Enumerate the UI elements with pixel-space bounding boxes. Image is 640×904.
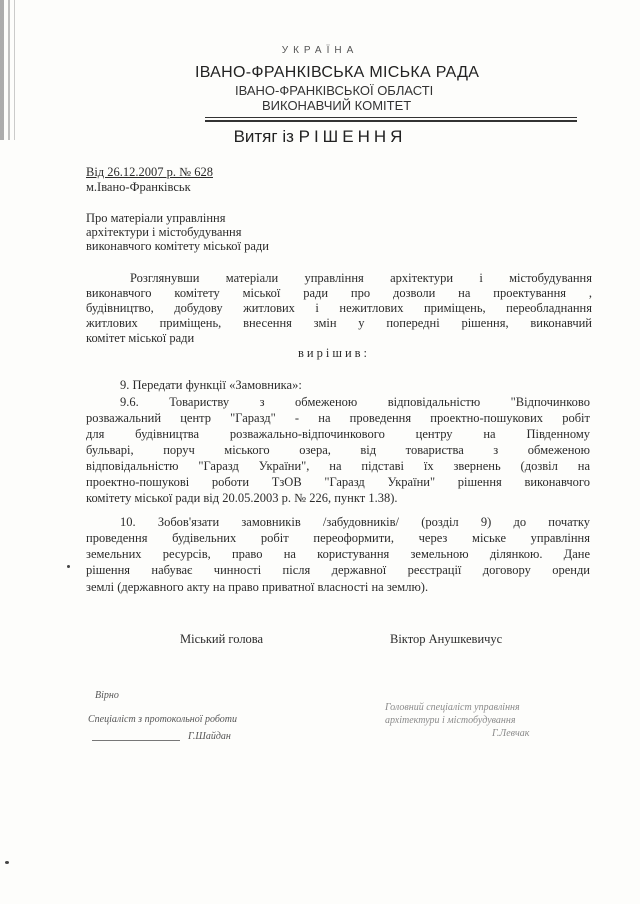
decision-city: м.Івано-Франківськ: [86, 180, 191, 194]
item10-line-4: рішення набуває чинності після державної реєстрації договору оренди: [86, 563, 590, 577]
header-country: УКРАЇНА: [281, 45, 359, 56]
subject-line-1: Про матеріали управління: [86, 211, 226, 225]
subject-line-3: виконавчого комітету міської ради: [86, 239, 269, 253]
item96-line-7: комітету міської ради від 20.05.2003 р. № 226, пункт 1.38).: [86, 491, 398, 505]
footer-specialist: Спеціаліст з протокольної роботи: [88, 714, 237, 725]
preamble-line-1: Розглянувши матеріали управління архітектури і містобудування: [130, 271, 592, 285]
preamble-line-4: житлових приміщень, внесення змін у попередні рішення, виконавчий: [86, 316, 592, 330]
resolved-heading: вирішив:: [298, 346, 371, 360]
item96-line-2: розважальний центр "Гаразд" - на проведення проектно-пошукових робіт: [86, 411, 590, 425]
item10-line-2: проведення будівельних робіт переоформити, через міське управління: [86, 531, 590, 545]
item96-line-6: проектно-пошукові роботи ТзОВ "Гаразд України" рішення виконавчого: [86, 475, 590, 489]
preamble-line-5: комітет міської ради: [86, 331, 195, 345]
item96-line-5: відповідальністю "Гаразд України", на підставі їх звернень (дозвіл на: [86, 459, 590, 473]
footer-head-name: Г.Левчак: [492, 728, 530, 739]
scan-speck: [5, 861, 9, 864]
header-committee: ВИКОНАВЧИЙ КОМІТЕТ: [262, 98, 412, 113]
signature-name: Віктор Анушкевичус: [390, 632, 503, 646]
scan-speck: [67, 565, 70, 568]
subject-line-2: архітектури і містобудування: [86, 225, 242, 239]
header-oblast: ІВАНО-ФРАНКІВСЬКОЇ ОБЛАСТІ: [235, 83, 434, 98]
item10-line-5: землі (державного акту на право приватної власності на землю).: [86, 580, 429, 594]
preamble-line-2: виконавчого комітету міської ради про дозволи на проектування ,: [86, 286, 592, 300]
footer-specialist-name: Г.Шайдан: [188, 731, 231, 742]
footer-head-line-1: Головний спеціаліст управління: [385, 702, 520, 713]
item10-line-1: 10. Зобов'язати замовників /забудовників/ (розділ 9) до початку: [120, 515, 590, 529]
footer-verno: Вірно: [95, 690, 119, 701]
item10-line-3: земельних ресурсів, право на користування земельною ділянкою. Дане: [86, 547, 590, 561]
item9-title: 9. Передати функції «Замовника»:: [120, 378, 302, 392]
footer-head-line-2: архітектури і містобудування: [385, 715, 516, 726]
decision-date-number: Від 26.12.2007 р. № 628: [86, 165, 213, 179]
item96-line-3: для будівництва розважально-відпочинкового центру на Південному: [86, 427, 590, 441]
header-rule-thin: [205, 117, 577, 118]
title-prefix: Витяг із: [233, 127, 294, 146]
title-word: РІШЕННЯ: [298, 127, 407, 146]
document-title: [0, 127, 640, 147]
item96-line-4: бульварі, поруч міського озера, від товариства з обмеженою: [86, 443, 590, 457]
scan-edge-artifact: [0, 0, 30, 140]
footer-signature-line: [92, 740, 180, 741]
item96-line-1: 9.6. Товариству з обмеженою відповідальністю "Відпочинково: [120, 395, 590, 409]
header-council: ІВАНО-ФРАНКІВСЬКА МІСЬКА РАДА: [195, 64, 480, 81]
preamble-line-3: будівництво, добудову житлових і нежитлових приміщень, переобладнання: [86, 301, 592, 315]
header-rule-thick: [205, 120, 577, 122]
signature-role: Міський голова: [180, 632, 264, 646]
